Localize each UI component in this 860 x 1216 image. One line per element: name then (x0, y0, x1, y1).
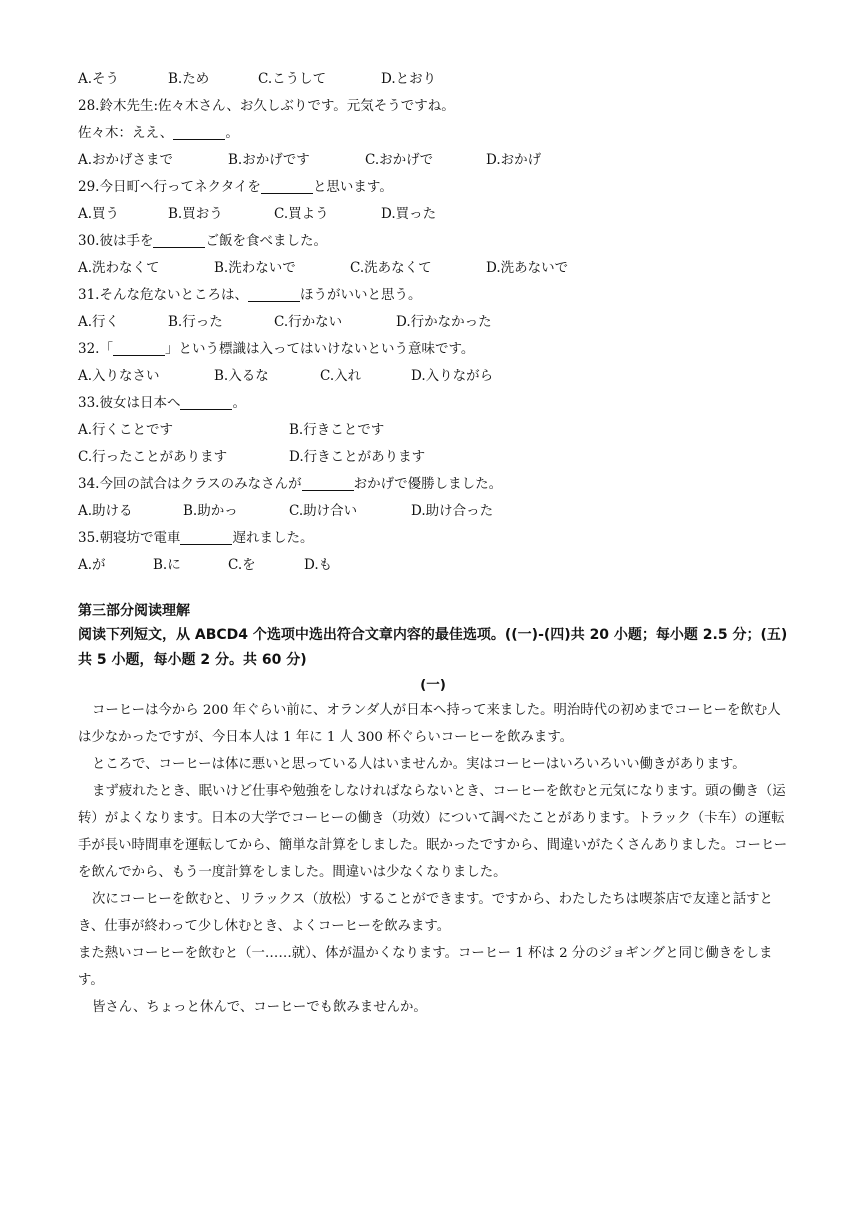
q30-text-end: ご飯を食べました。 (205, 233, 327, 249)
q30-options (78, 255, 788, 282)
option-a[interactable]: A.助ける (78, 503, 133, 519)
option-a[interactable]: A.そう (78, 71, 120, 87)
q33-options-row1 (78, 417, 788, 444)
q33-stem (78, 390, 788, 417)
answer-blank (248, 285, 300, 302)
q33-text: 33.彼女は日本へ (78, 395, 181, 411)
passage-heading: (一) (420, 677, 446, 693)
section-title: 第三部分阅读理解 (78, 603, 190, 619)
q28-stem: 28.鈴木先生:佐々木さん、お久しぶりです。元気そうですね。 (78, 98, 455, 114)
q29-text-end: と思います。 (312, 179, 393, 195)
q32-text-end: 」という標識は入ってはいけないという意味です。 (164, 341, 475, 357)
option-d[interactable]: D.も (304, 557, 333, 573)
section-instruction: 阅读下列短文，从 ABCD4 个选项中选出符合文章内容的最佳选项。((一)-(四)共 20 小题；每小题 2.5 分；(五)共 5 小题，每小题 2 分。共 60 分) (78, 627, 788, 668)
q31-text-end: ほうがいいと思う。 (299, 287, 422, 303)
option-b[interactable]: B.おかげです (228, 152, 310, 168)
option-b[interactable]: B.行きことです (289, 422, 385, 438)
option-d[interactable]: D.行きことがあります (289, 449, 426, 465)
q28-options (78, 147, 788, 174)
q31-stem (78, 282, 788, 309)
q30-stem (78, 228, 788, 255)
option-a[interactable]: A.が (78, 557, 106, 573)
answer-blank (153, 231, 205, 248)
passage-paragraph: また熱いコーヒーを飲むと（一……就）、体が温かくなります。コーヒー 1 杯は 2 分のジョギングと同じ働きをします。 (78, 946, 773, 988)
q35-options (78, 552, 788, 579)
q33-text-end: 。 (232, 395, 246, 411)
answer-blank (180, 528, 232, 545)
option-c[interactable]: C.おかげで (365, 152, 434, 168)
q35-text-end: 遅れました。 (232, 530, 314, 546)
q34-options (78, 498, 788, 525)
option-a[interactable]: A.洗わなくて (78, 260, 160, 276)
answer-blank (113, 339, 165, 356)
q29-options (78, 201, 788, 228)
q34-stem (78, 471, 788, 498)
q34-text: 34.今回の試合はクラスのみなさんが (78, 476, 302, 492)
option-a[interactable]: A.買う (78, 206, 120, 222)
option-b[interactable]: B.入るな (214, 368, 269, 384)
option-d[interactable]: D.助け合った (411, 503, 494, 519)
option-a[interactable]: A.行く (78, 314, 120, 330)
q31-options (78, 309, 788, 336)
q30-text: 30.彼は手を (78, 233, 154, 249)
option-d[interactable]: D.とおり (381, 71, 437, 87)
option-c[interactable]: C.洗あなくて (350, 260, 432, 276)
passage-paragraph: コーヒーは今から 200 年ぐらい前に、オランダ人が日本へ持って来ました。明治時代の初めまでコーヒーを飲む人は少なかったですが、今日本人は 1 年に 1 人 300 杯ぐらいコーヒーを飲みます。 (78, 703, 781, 745)
passage-paragraph: ところで、コーヒーは体に悪いと思っている人はいませんか。実はコーヒーはいろいろいい働きがあります。 (92, 757, 746, 772)
option-b[interactable]: B.行った (168, 314, 223, 330)
q29-text: 29.今日町へ行ってネクタイを (78, 179, 261, 195)
q27-options (78, 66, 788, 93)
option-c[interactable]: C.買よう (274, 206, 329, 222)
option-d[interactable]: D.行かなかった (396, 314, 492, 330)
option-d[interactable]: D.入りながら (411, 368, 494, 384)
passage-paragraph: 皆さん、ちょっと休んで、コーヒーでも飲みませんか。 (92, 1000, 427, 1015)
option-c[interactable]: C.こうして (258, 71, 327, 87)
q32-stem (78, 336, 788, 363)
option-b[interactable]: B.に (153, 557, 181, 573)
option-b[interactable]: B.助かっ (183, 503, 238, 519)
option-c[interactable]: C.助け合い (289, 503, 358, 519)
option-b[interactable]: B.ため (168, 71, 210, 87)
answer-blank (302, 474, 354, 491)
q33-options-row2 (78, 444, 788, 471)
option-a[interactable]: A.入りなさい (78, 368, 160, 384)
option-d[interactable]: D.洗あないで (486, 260, 569, 276)
option-d[interactable]: D.買った (381, 206, 437, 222)
q29-stem (78, 174, 788, 201)
option-c[interactable]: C.を (228, 557, 256, 573)
option-d[interactable]: D.おかげ (486, 152, 542, 168)
q35-text: 35.朝寝坊で電車 (78, 530, 181, 546)
q32-text: 32.「 (78, 341, 113, 357)
q28-line2-end: 。 (225, 125, 239, 141)
option-b[interactable]: B.洗わないで (214, 260, 296, 276)
q32-options (78, 363, 788, 390)
option-b[interactable]: B.買おう (168, 206, 223, 222)
option-c[interactable]: C.入れ (320, 368, 362, 384)
q28-line2 (78, 120, 788, 147)
option-a[interactable]: A.おかげさまで (78, 152, 174, 168)
option-a[interactable]: A.行くことです (78, 422, 174, 438)
answer-blank (173, 123, 225, 140)
q34-text-end: おかげで優勝しました。 (353, 476, 503, 492)
passage-paragraph: 次にコーヒーを飲むと、リラックス（放松）することができます。ですから、わたしたちは喫茶店で友達と話すとき、仕事が終わって少し休むとき、よくコーヒーを飲みます。 (78, 892, 773, 934)
answer-blank (180, 393, 232, 410)
option-c[interactable]: C.行ったことがあります (78, 449, 228, 465)
passage-paragraph: まず疲れたとき、眠いけど仕事や勉強をしなければならないとき、コーヒーを飲むと元気になります。頭の働き（运转）がよくなります。日本の大学でコーヒーの働き（功效）について調べたことがあります。トラック（卡车）の運転手が長い時間車を運転してから、簡単な計算をしました。眠かったですから、間違いがたくさんありました。コーヒーを飲んでから、もう一度計算をしました。間違いは少なくなりました。 (78, 784, 788, 880)
q28-line2-text: 佐々木：ええ、 (78, 125, 174, 141)
q31-text: 31.そんな危ないところは、 (78, 287, 248, 303)
q35-stem (78, 525, 788, 552)
exam-page (78, 66, 788, 1021)
answer-blank (261, 177, 313, 194)
option-c[interactable]: C.行かない (274, 314, 343, 330)
